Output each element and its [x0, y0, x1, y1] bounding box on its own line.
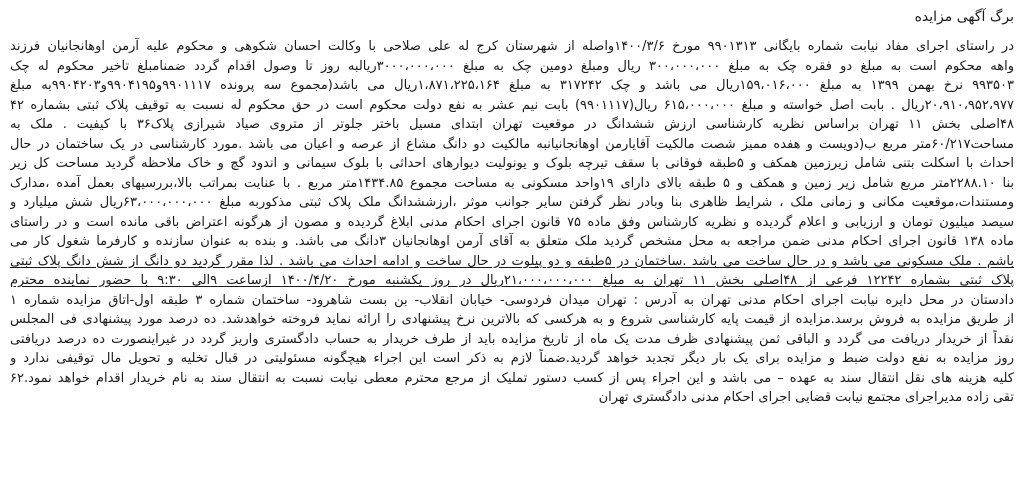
body-line: دادستان در محل دایره نیابت اجرای احکام مدنی تهران به آدرس : تهران میدان فردوسی- خیابان انقلاب- بن بست شاهرود- ساختمان شماره ۳ طبقه اول-اتاق مزایده شماره ۱	[10, 292, 1014, 308]
body-line: نقداً از خریدار دریافت می گردد و الباقی ثمن پیشنهادی ظرف مدت یک ماه از تاریخ مزایده باید از طرف خریدار به حساب دادگستری واریز گردد در غیراینصورت ده درصد دریافتی	[10, 331, 1014, 347]
body-line: مساحت۶۰/۲۱۷متر مربع ب(دویست و هفده ممیز شصت مالکیت آقایارمن اوهانجانیانبه مالکیت دو دانگ مشاع از عرصه و اعیان می باشد .مورد کارشناسی در یک ساختمان در حال	[10, 136, 1014, 152]
body-line: در راستای اجرای مفاد نیابت شماره بایگانی ۹۹۰۱۳۱۳ مورخ ۱۴۰۰/۳/۶واصله از شهرستان کرج له علی صلاحی با وکالت احسان شکوهی و محکوم علیه آرمن اوهانجانیان فرزند	[10, 39, 1014, 54]
body-line: واهه محکوم است به مبلغ دو فقره چک به مبلغ ۳۰۰،۰۰۰،۰۰۰ ریال ومبلغ دومین چک به مبلغ ۳۰۰۰،۰۰۰،۰۰۰ریالبه روز تا وصول اقدام گردد ضمنامبلغ تاخیر محکوم له چک	[10, 58, 1014, 74]
body-line: سیصد میلیون تومان و ارزیابی و اعلام گردیده و نظریه کارشناس وفق ماده ۷۵ قانون اجرای احکام مدنی ابلاغ گردیده و مصون از هرگونه اعتراض باقی مانده است و در راستای	[10, 214, 1014, 230]
document-title: برگ آگهی مزایده	[914, 9, 1014, 25]
body-line: از طریق مزایده به فروش برسد.مزایده از قیمت پایه کارشناسی شروع و به هرکسی که بالاترین نرخ پیشنهادی را ارائه نماید فروخته خواهدشد. ده درصد مورد پیشنهادی فی المجلس	[10, 312, 1014, 327]
body-line: احداث با اسکلت بتنی شامل زیرزمین همکف و ۵طبقه فوقانی با سقف تیرچه بلوک و یونولیت دیوارهای احداثی با بلوک سیمانی و اندود گچ و خاک ملاحظه گردید مساحت کل زیر	[10, 156, 1014, 171]
body-line: روز مزایده به نفع دولت ضبط و مزایده برای یک بار دیگر تجدید خواهد گردید.ضمناً لازم به ذکر است این اجراء هیچگونه مسئولیتی در قبال تخلیه و تحویل مال توقیفی ندارد و	[10, 351, 1014, 366]
body-line: بنا ۲۲۸۸.۱۰متر مربع شامل زیر زمین و همکف و ۵ طبقه بالای دارای ۱۹واحد مسکونی به مساحت مجموع ۱۴۳۴.۸۵متر مربع . با عنایت بمراتب بالا،بررسیهای بعمل آمده ،مدارک	[10, 175, 1014, 191]
body-line-underlined: باشم . ملک مسکونی می باشد و در حال ساخت می باشد .ساختمان در ۵طبقه و دو پیلوت در حال ساخت و ادامه احداث می باشد . لذا مقرر گردید دو دانگ از شش دانگ پلاک ثبتی	[10, 253, 1014, 269]
body-line: ۴۸اصلی بخش ۱۱ تهران براساس نظریه کارشناسی ارزش ششدانگ در موقعیت تهران ابتدای مسیل باختر جلوتر از متروی صیاد شیرازی پلاک۳۶ با کیفیت . ملک به	[10, 117, 1014, 132]
body-line: ۲۰،۹۱۰،۹۵۲،۹۷۷ریال . بابت اصل خواسته و مبلغ ۶۱۵،۰۰۰،۰۰۰ ریال(۹۹۰۱۱۱۷) بابت نیم عشر به نفع دولت محکوم است در حق محکوم له نسبت به توقیف پلاک ثبتی بشماره ۴۲	[10, 97, 1014, 113]
document-body	[10, 37, 1014, 408]
body-line: کلیه هزینه های نقل انتقال سند به عهده – می باشد و این اجراء پس از کسب دستور تملیک از مرجع محترم معطی نیابت نسبت به انتقال سند به نام خریدار اقدام خواهد نمود.۶۲	[10, 370, 1014, 386]
signature-line: تقی زاده مدیراجرای مجتمع نیابت قضایی اجرای احکام مدنی دادگستری تهران	[598, 390, 1014, 405]
body-line: ومستندات،موقعیت مکانی و زمانی ملک ، شرایط ظاهری بنا وبادر نظر گرفتن سایر جوانب موثر ،ارزششدانگ ملک پلاک ثبتی مذکوربه مبلغ ۶۳،۰۰۰،۰۰۰،۰۰۰ریال شش میلیارد و	[10, 195, 1014, 210]
body-line: ۹۹۳۵۰۳ نرخ بهمن ۱۳۹۹ به مبلغ ۱۵۹،۰۱۶،۰۰۰ریال می باشد و چک ۳۱۷۲۴۲ به مبلغ ۱،۸۷۱،۲۲۵،۱۶۴ریال می باشد(مجموع سه پرونده ۹۹۰۱۱۱۷و۹۹۰۴۱۹۵و۹۹۰۴۲۰۳به مبلغ	[10, 78, 1014, 93]
body-line: ماده ۱۳۸ قانون اجرای احکام مدنی ضمن مراجعه به محل مشخص گردید ملک متعلق به آقای آرمن اوهانجانیان ۳دانگ می باشد. و بنده به عنوان سازنده و کارفرما شغول کار می	[10, 234, 1014, 249]
body-line-underlined: پلاک ثبتی بشماره ۱۲۲۴۲ فرعی از ۴۸اصلی بخش ۱۱ تهران به مبلغ ۲۱،۰۰۰،۰۰۰،۰۰۰ریال در روز یکشنبه مورخ ۱۴۰۰/۴/۲۰ ازساعت ۹الی ۹:۳۰ با حضور نماینده محترم	[10, 273, 1014, 288]
